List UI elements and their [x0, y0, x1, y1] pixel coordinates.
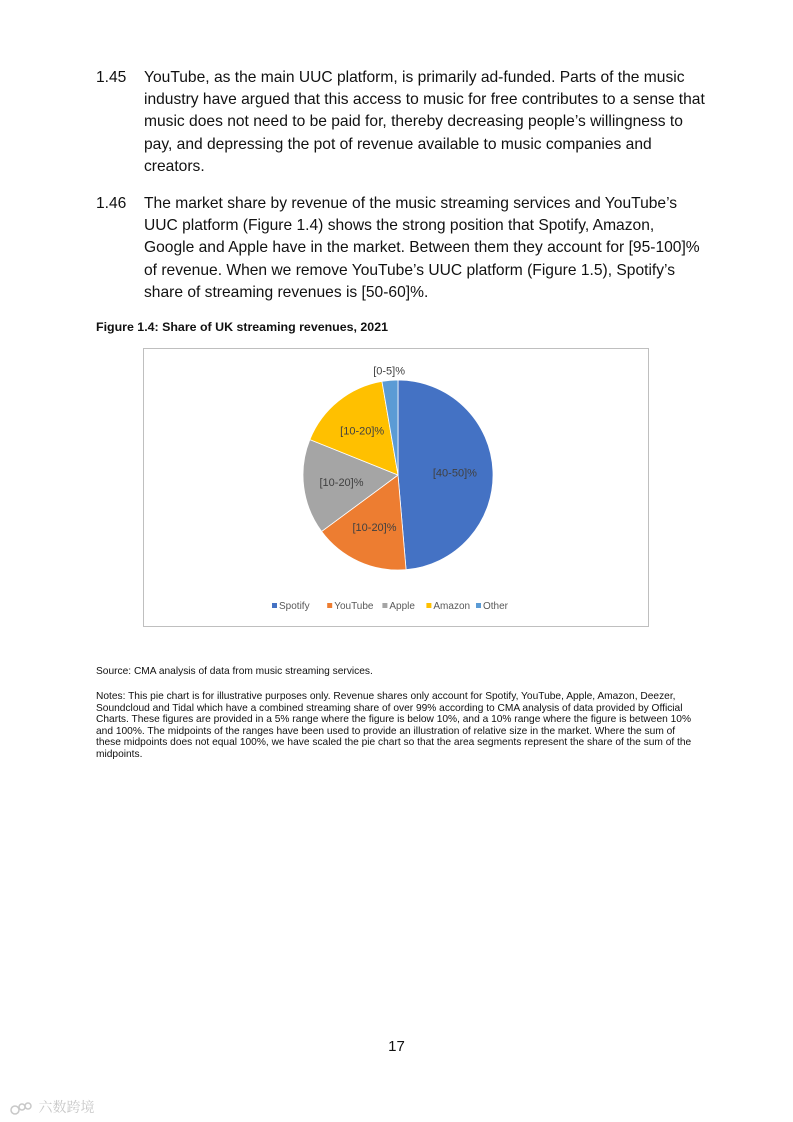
paragraph-number: 1.46 — [96, 195, 127, 212]
legend-label-youtube: YouTube — [334, 601, 374, 612]
legend-swatch-amazon — [426, 603, 431, 608]
pie-label-other: [0-5]% — [373, 365, 405, 378]
paragraph-text: YouTube, as the main UUC platform, is primarily ad-funded. Parts of the music industry have argued that this access to music for free contributes to a sense that music does not need to be paid for, thereby decreasing people’s willingness to pay, and depressing the pot of revenue available to music companies and creators. — [144, 69, 705, 175]
legend-label-other: Other — [483, 601, 509, 612]
pie-chart — [144, 349, 648, 626]
legend-swatch-youtube — [327, 603, 332, 608]
legend-swatch-other — [476, 603, 481, 608]
pie-label-apple: [10-20]% — [319, 477, 364, 490]
pie-chart-frame — [143, 348, 649, 627]
legend-label-spotify: Spotify — [279, 601, 310, 612]
figure-caption: Figure 1.4: Share of UK streaming revenues, 2021 — [96, 320, 388, 334]
notes-text: Notes: This pie chart is for illustrative purposes only. Revenue shares only account for Spotify, YouTube, Apple, Amazon, Deezer, Soundcloud and Tidal which have a combined streaming share of over 99% according to CMA analysis of data provided by Official Charts. These figures are provided in a 5% range where the figure is below 10%, and a 10% range where the figure is between 10% and 100%. The midpoints of the ranges have been used to provide an illustration of relative size in the market. Where the sum of these midpoints does not equal 100%, we have scaled the pie chart so that the area segments represent the share of the sum of the midpoints. — [96, 691, 692, 760]
legend-swatch-spotify — [272, 603, 277, 608]
paragraph-text: The market share by revenue of the music streaming services and YouTube’s UUC platform (Figure 1.4) shows the strong position that Spotify, Amazon, Google and Apple have in the market. Between them they account for [95-100]% of revenue. When we remove YouTube’s UUC platform (Figure 1.5), Spotify’s share of streaming revenues is [50-60]%. — [144, 195, 700, 301]
source-note: Source: CMA analysis of data from music streaming services. — [96, 666, 373, 677]
pie-label-amazon: [10-20]% — [340, 425, 385, 438]
watermark — [10, 1097, 94, 1117]
pie-label-spotify: [40-50]% — [432, 467, 477, 480]
paragraph-1-46 — [96, 193, 706, 304]
paragraph-number: 1.45 — [96, 69, 127, 86]
paragraph-1-45 — [96, 67, 706, 178]
page-number: 17 — [388, 1038, 405, 1055]
legend-label-apple: Apple — [389, 601, 415, 612]
watermark-logo-icon — [10, 1101, 32, 1115]
legend-swatch-apple — [382, 603, 387, 608]
legend-label-amazon: Amazon — [433, 601, 471, 612]
pie-label-youtube: [10-20]% — [352, 521, 397, 534]
watermark-text: 六数跨境 — [38, 1100, 95, 1116]
